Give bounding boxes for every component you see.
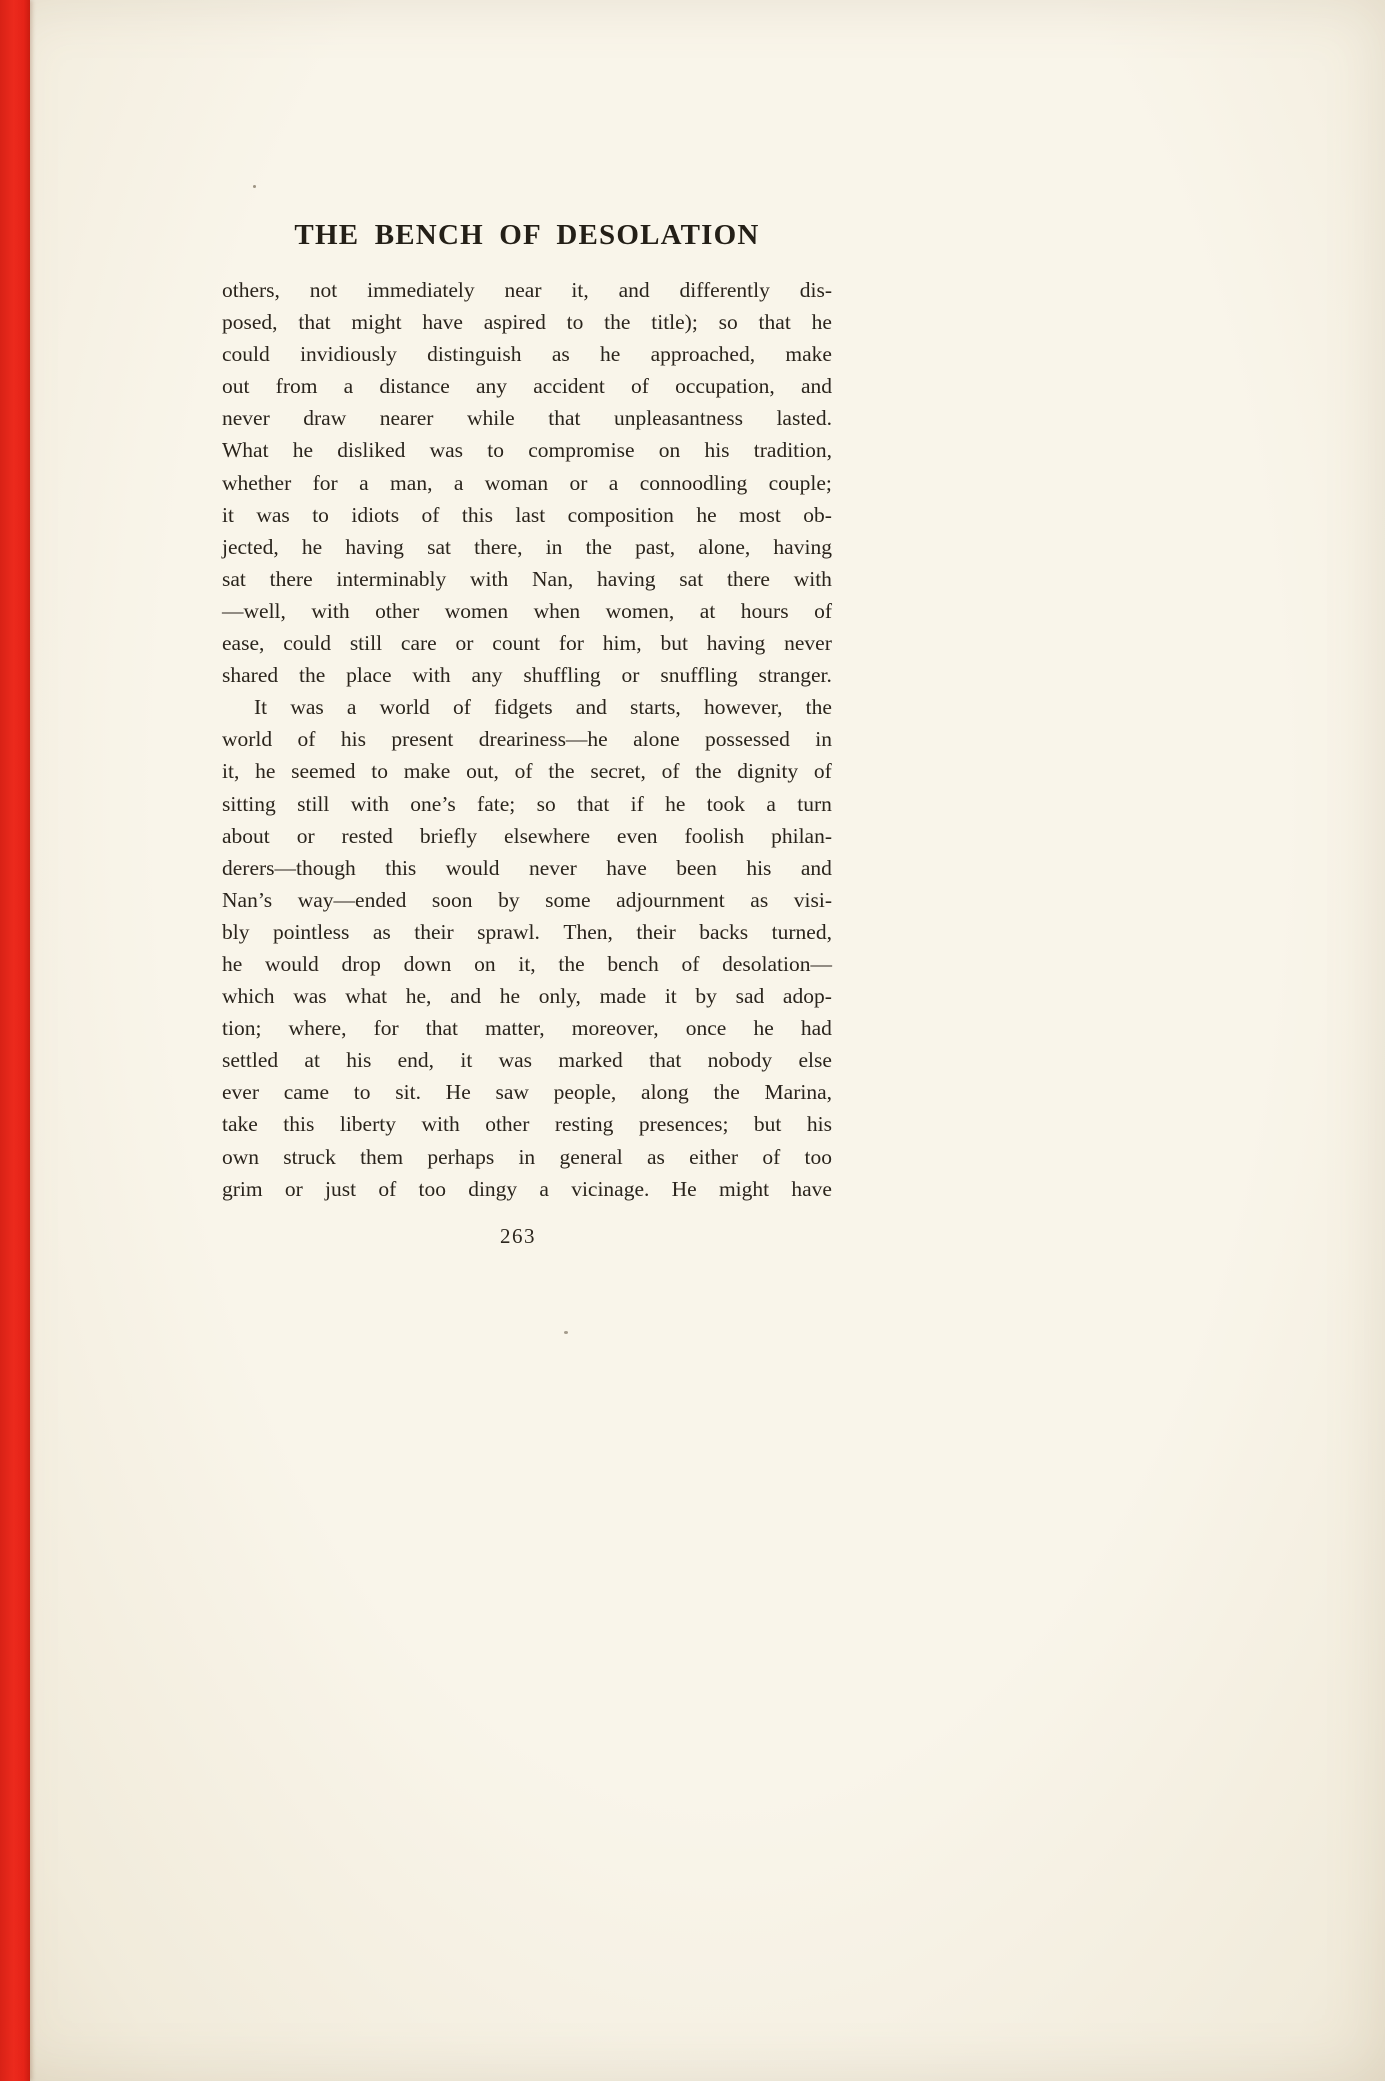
text-line: about or rested briefly elsewhere even foolish philan- <box>222 823 832 848</box>
text-line: others, not immediately near it, and differently dis- <box>222 278 832 302</box>
text-line: could invidiously distinguish as he approached, make <box>222 342 832 367</box>
text-line: Nan’s way—ended soon by some adjournment as visi- <box>222 887 832 912</box>
text-line: bly pointless as their sprawl. Then, their backs turned, <box>222 919 832 944</box>
text-line: posed, that might have aspired to the title); so that he <box>222 310 832 335</box>
text-line: settled at his end, it was marked that nobody else <box>222 1048 832 1073</box>
scan-speck <box>253 185 256 188</box>
text-line: sitting still with one’s fate; so that if he took a turn <box>222 791 832 816</box>
text-line: It was a world of fidgets and starts, however, the <box>254 695 832 720</box>
text-line: —well, with other women when women, at hours of <box>222 598 832 623</box>
text-line: tion; where, for that matter, moreover, once he had <box>222 1016 832 1041</box>
text-line: take this liberty with other resting presences; but his <box>222 1112 832 1137</box>
text-line: whether for a man, a woman or a connoodling couple; <box>222 470 832 495</box>
text-line: which was what he, and he only, made it by sad adop- <box>222 984 832 1009</box>
text-line: jected, he having sat there, in the past, alone, having <box>222 534 832 559</box>
body-text <box>222 278 832 1209</box>
text-line: own struck them perhaps in general as either of too <box>222 1144 832 1169</box>
text-line: out from a distance any accident of occupation, and <box>222 374 832 399</box>
text-line: shared the place with any shuffling or snuffling stranger. <box>222 663 832 688</box>
text-line: What he disliked was to compromise on his tradition, <box>222 438 832 463</box>
text-line: it, he seemed to make out, of the secret, of the dignity of <box>222 759 832 784</box>
red-binding-edge <box>0 0 30 2081</box>
text-line: derers—though this would never have been his and <box>222 855 832 880</box>
text-line: grim or just of too dingy a vicinage. He might have <box>222 1176 832 1201</box>
running-head-title: THE BENCH OF DESOLATION <box>294 219 760 251</box>
text-line: ever came to sit. He saw people, along the Marina, <box>222 1080 832 1105</box>
text-line: ease, could still care or count for him, but having never <box>222 631 832 656</box>
scan-speck <box>564 1331 568 1334</box>
text-line: he would drop down on it, the bench of desolation— <box>222 951 832 976</box>
text-line: sat there interminably with Nan, having sat there with <box>222 566 832 591</box>
text-line: it was to idiots of this last composition he most ob- <box>222 502 832 527</box>
text-line: world of his present dreariness—he alone possessed in <box>222 727 832 752</box>
page-number: 263 <box>500 1224 536 1248</box>
text-line: never draw nearer while that unpleasantness lasted. <box>222 406 832 431</box>
